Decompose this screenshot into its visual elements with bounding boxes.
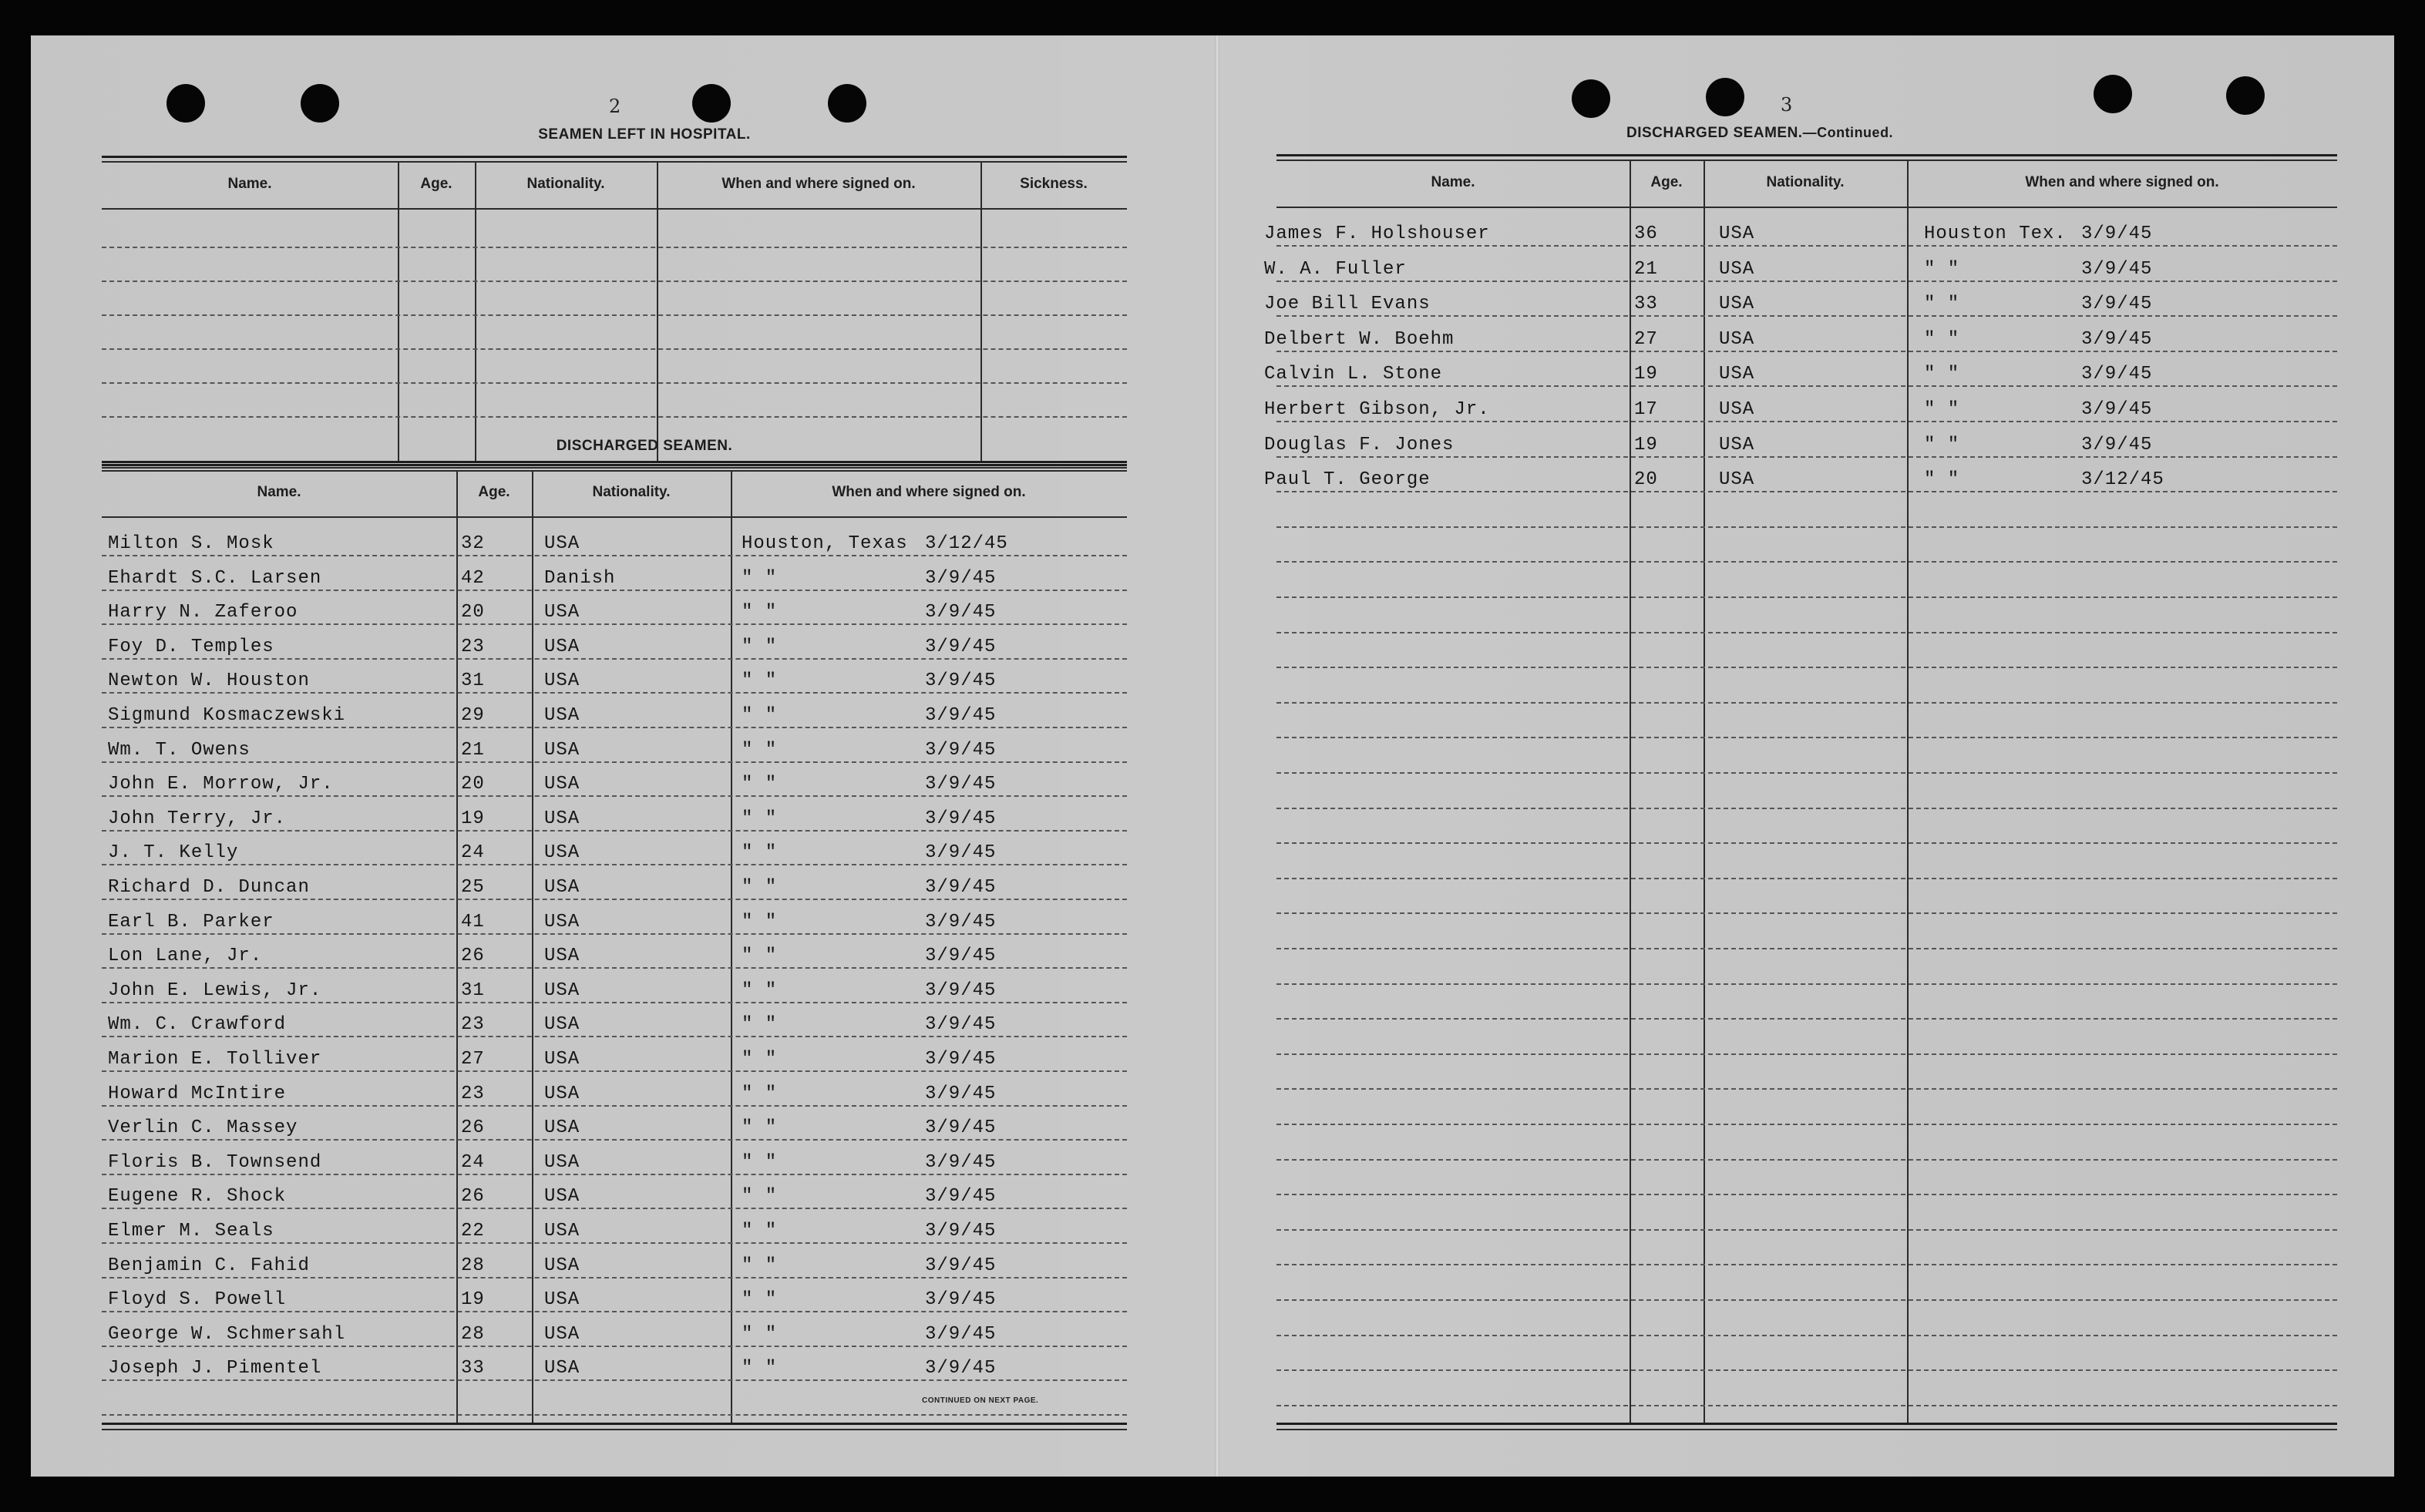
signed-on-place: " " xyxy=(1924,364,1960,385)
seaman-nationality: USA xyxy=(544,1117,580,1139)
seaman-nationality: USA xyxy=(544,533,580,554)
right-header-nationality: Nationality. xyxy=(1766,174,1845,190)
seaman-age: 33 xyxy=(461,1358,485,1379)
row-rule xyxy=(1276,1124,2337,1125)
seaman-name: Howard McIntire xyxy=(108,1083,287,1104)
seaman-nationality: USA xyxy=(544,1221,580,1242)
seaman-nationality: USA xyxy=(1719,328,1755,350)
signed-on-place: " " xyxy=(742,946,778,967)
hospital-header-sickness: Sickness. xyxy=(1020,176,1088,192)
seaman-name: James F. Holshouser xyxy=(1264,223,1490,244)
signed-on-place: " " xyxy=(742,1289,778,1311)
seaman-age: 24 xyxy=(461,842,485,864)
row-rule xyxy=(102,727,1127,728)
row-rule xyxy=(102,555,1127,556)
signed-on-place: " " xyxy=(742,1221,778,1242)
signed-on-place: " " xyxy=(742,1083,778,1104)
seaman-age: 19 xyxy=(461,808,485,829)
row-rule xyxy=(102,1414,1127,1416)
signed-on-place: " " xyxy=(742,567,778,589)
row-rule xyxy=(1276,948,2337,949)
seaman-name: Benjamin C. Fahid xyxy=(108,1255,310,1276)
row-rule xyxy=(102,623,1127,625)
seaman-name: Joe Bill Evans xyxy=(1264,294,1431,315)
signed-on-date: 3/9/45 xyxy=(2081,364,2153,385)
signed-on-date: 3/9/45 xyxy=(925,946,997,967)
seaman-name: Verlin C. Massey xyxy=(108,1117,298,1139)
signed-on-place: " " xyxy=(742,979,778,1001)
signed-on-date: 3/9/45 xyxy=(925,1255,997,1276)
seaman-nationality: USA xyxy=(544,842,580,864)
seaman-name: John E. Lewis, Jr. xyxy=(108,979,322,1001)
seaman-name: Sigmund Kosmaczewski xyxy=(108,705,346,726)
seaman-age: 36 xyxy=(1634,223,1658,244)
seaman-nationality: USA xyxy=(544,1186,580,1208)
signed-on-date: 3/9/45 xyxy=(925,774,997,795)
signed-on-date: 3/9/45 xyxy=(925,1151,997,1173)
signed-on-place: " " xyxy=(742,842,778,864)
row-rule xyxy=(1276,491,2337,492)
signed-on-place: " " xyxy=(742,1049,778,1070)
signed-on-date: 3/9/45 xyxy=(925,911,997,932)
row-rule xyxy=(102,967,1127,969)
row-rule xyxy=(1276,702,2337,704)
signed-on-place: Houston Tex. xyxy=(1924,223,2067,244)
row-rule xyxy=(1276,596,2337,598)
continued-note: CONTINUED ON NEXT PAGE. xyxy=(922,1396,1039,1405)
seaman-age: 21 xyxy=(1634,258,1658,280)
signed-on-place: Houston, Texas xyxy=(742,533,908,554)
row-rule xyxy=(102,590,1127,591)
seaman-name: Paul T. George xyxy=(1264,469,1431,491)
row-rule xyxy=(102,1105,1127,1107)
seaman-name: Floris B. Townsend xyxy=(108,1151,322,1173)
signed-on-place: " " xyxy=(1924,258,1960,280)
signed-on-date: 3/9/45 xyxy=(925,602,997,623)
row-rule xyxy=(102,933,1127,935)
row-rule xyxy=(102,1174,1127,1175)
signed-on-date: 3/9/45 xyxy=(925,567,997,589)
row-rule xyxy=(1276,1299,2337,1301)
seaman-nationality: USA xyxy=(544,739,580,761)
seaman-name: Joseph J. Pimentel xyxy=(108,1358,322,1379)
seaman-age: 26 xyxy=(461,946,485,967)
signed-on-place: " " xyxy=(742,636,778,657)
row-rule xyxy=(102,1036,1127,1037)
row-rule xyxy=(1276,456,2337,458)
title-continued: —Continued. xyxy=(1802,125,1894,140)
row-rule xyxy=(1276,1159,2337,1161)
seaman-name: Herbert Gibson, Jr. xyxy=(1264,399,1490,420)
seaman-nationality: USA xyxy=(544,1049,580,1070)
signed-on-place: " " xyxy=(1924,469,1960,491)
seaman-age: 26 xyxy=(461,1186,485,1208)
row-rule xyxy=(1276,315,2337,317)
row-rule xyxy=(102,1002,1127,1003)
seaman-age: 41 xyxy=(461,911,485,932)
seaman-name: Calvin L. Stone xyxy=(1264,364,1443,385)
punch-hole xyxy=(828,84,866,123)
seaman-name: J. T. Kelly xyxy=(108,842,239,864)
document-sheet xyxy=(31,35,2394,1477)
signed-on-place: " " xyxy=(742,705,778,726)
title-main: DISCHARGED SEAMEN. xyxy=(1626,125,1803,141)
seaman-nationality: USA xyxy=(544,774,580,795)
signed-on-date: 3/9/45 xyxy=(925,877,997,898)
punch-hole xyxy=(692,84,731,123)
seaman-nationality: USA xyxy=(544,602,580,623)
row-rule xyxy=(102,864,1127,865)
discharged-continued-title xyxy=(1626,125,1893,142)
seaman-nationality: USA xyxy=(544,1014,580,1036)
punch-hole xyxy=(1572,79,1610,118)
signed-on-place: " " xyxy=(742,1117,778,1139)
seaman-name: Wm. T. Owens xyxy=(108,739,251,761)
signed-on-date: 3/9/45 xyxy=(925,1049,997,1070)
signed-on-date: 3/9/45 xyxy=(925,1083,997,1104)
seaman-name: Foy D. Temples xyxy=(108,636,274,657)
row-rule xyxy=(1276,808,2337,809)
row-rule xyxy=(1276,1194,2337,1195)
signed-on-date: 3/9/45 xyxy=(925,1358,997,1379)
row-rule xyxy=(1276,912,2337,914)
signed-on-place: " " xyxy=(742,1358,778,1379)
seaman-name: Wm. C. Crawford xyxy=(108,1014,287,1036)
row-rule xyxy=(1276,1335,2337,1336)
seaman-nationality: USA xyxy=(1719,294,1755,315)
seaman-name: Lon Lane, Jr. xyxy=(108,946,263,967)
row-rule xyxy=(102,658,1127,660)
signed-on-place: " " xyxy=(742,911,778,932)
signed-on-date: 3/9/45 xyxy=(925,1289,997,1311)
row-rule xyxy=(1276,1053,2337,1055)
row-rule xyxy=(1276,245,2337,247)
row-rule xyxy=(1276,385,2337,387)
seaman-nationality: USA xyxy=(1719,223,1755,244)
signed-on-date: 3/9/45 xyxy=(925,670,997,692)
row-rule xyxy=(102,1139,1127,1141)
signed-on-date: 3/9/45 xyxy=(925,705,997,726)
seaman-name: Delbert W. Boehm xyxy=(1264,328,1455,350)
seaman-nationality: USA xyxy=(1719,434,1755,455)
row-rule xyxy=(1276,737,2337,738)
row-rule xyxy=(102,1242,1127,1244)
seaman-name: George W. Schmersahl xyxy=(108,1323,346,1345)
signed-on-place: " " xyxy=(742,739,778,761)
discharged-header-nationality: Nationality. xyxy=(592,484,671,500)
punch-hole xyxy=(166,84,205,123)
seaman-age: 23 xyxy=(461,636,485,657)
row-rule xyxy=(1276,772,2337,774)
seaman-nationality: USA xyxy=(544,1083,580,1104)
signed-on-place: " " xyxy=(742,1014,778,1036)
seaman-name: W. A. Fuller xyxy=(1264,258,1407,280)
seaman-name: John Terry, Jr. xyxy=(108,808,287,829)
row-rule xyxy=(102,795,1127,797)
seaman-nationality: USA xyxy=(544,1289,580,1311)
seaman-nationality: USA xyxy=(1719,364,1755,385)
seaman-name: Ehardt S.C. Larsen xyxy=(108,567,322,589)
row-rule xyxy=(102,830,1127,832)
punch-hole xyxy=(1706,78,1744,116)
signed-on-date: 3/9/45 xyxy=(925,979,997,1001)
seaman-name: Marion E. Tolliver xyxy=(108,1049,322,1070)
seaman-age: 32 xyxy=(461,533,485,554)
seaman-nationality: USA xyxy=(1719,258,1755,280)
signed-on-place: " " xyxy=(742,877,778,898)
signed-on-place: " " xyxy=(742,1255,778,1276)
row-rule xyxy=(1276,1229,2337,1231)
row-rule xyxy=(102,1379,1127,1381)
seaman-name: Newton W. Houston xyxy=(108,670,310,692)
signed-on-place: " " xyxy=(1924,434,1960,455)
row-rule xyxy=(102,1346,1127,1347)
row-rule xyxy=(1276,351,2337,352)
row-rule xyxy=(1276,667,2337,668)
seaman-name: Elmer M. Seals xyxy=(108,1221,274,1242)
seaman-age: 20 xyxy=(1634,469,1658,491)
row-rule xyxy=(102,1277,1127,1278)
right-header-age: Age. xyxy=(1650,174,1683,190)
row-rule xyxy=(1276,1018,2337,1020)
signed-on-place: " " xyxy=(1924,328,1960,350)
right-header-signed-on: When and where signed on. xyxy=(2025,174,2219,190)
seaman-age: 33 xyxy=(1634,294,1658,315)
row-rule xyxy=(1276,1405,2337,1406)
seaman-age: 23 xyxy=(461,1014,485,1036)
row-rule xyxy=(102,1311,1127,1312)
seaman-name: Richard D. Duncan xyxy=(108,877,310,898)
signed-on-date: 3/9/45 xyxy=(925,1186,997,1208)
signed-on-date: 3/9/45 xyxy=(925,739,997,761)
seaman-name: Milton S. Mosk xyxy=(108,533,274,554)
discharged-section-title: DISCHARGED SEAMEN. xyxy=(556,438,733,454)
row-rule xyxy=(102,1208,1127,1209)
seaman-age: 28 xyxy=(461,1255,485,1276)
row-rule xyxy=(1276,983,2337,985)
signed-on-date: 3/9/45 xyxy=(925,1221,997,1242)
signed-on-date: 3/9/45 xyxy=(2081,399,2153,420)
seaman-age: 22 xyxy=(461,1221,485,1242)
seaman-name: Earl B. Parker xyxy=(108,911,274,932)
seaman-age: 19 xyxy=(1634,434,1658,455)
discharged-header-age: Age. xyxy=(478,484,510,500)
row-rule xyxy=(102,899,1127,900)
hospital-section-title: SEAMEN LEFT IN HOSPITAL. xyxy=(538,126,751,143)
signed-on-place: " " xyxy=(742,1151,778,1173)
row-rule xyxy=(1276,878,2337,879)
seaman-nationality: USA xyxy=(544,877,580,898)
seaman-age: 31 xyxy=(461,670,485,692)
signed-on-date: 3/9/45 xyxy=(2081,328,2153,350)
signed-on-place: " " xyxy=(742,808,778,829)
seaman-nationality: USA xyxy=(544,1358,580,1379)
seaman-nationality: USA xyxy=(544,808,580,829)
seaman-age: 29 xyxy=(461,705,485,726)
seaman-name: Eugene R. Shock xyxy=(108,1186,287,1208)
seaman-age: 21 xyxy=(461,739,485,761)
signed-on-date: 3/12/45 xyxy=(925,533,1008,554)
seaman-nationality: USA xyxy=(544,946,580,967)
seaman-age: 27 xyxy=(1634,328,1658,350)
seaman-age: 25 xyxy=(461,877,485,898)
signed-on-date: 3/9/45 xyxy=(2081,223,2153,244)
punch-hole xyxy=(2226,76,2265,115)
row-rule xyxy=(1276,1369,2337,1371)
row-rule xyxy=(102,1070,1127,1072)
seaman-nationality: USA xyxy=(544,670,580,692)
row-rule xyxy=(1276,561,2337,563)
seaman-nationality: USA xyxy=(544,705,580,726)
signed-on-date: 3/9/45 xyxy=(2081,294,2153,315)
row-rule xyxy=(1276,1264,2337,1265)
signed-on-place: " " xyxy=(1924,399,1960,420)
signed-on-date: 3/12/45 xyxy=(2081,469,2164,491)
seaman-age: 20 xyxy=(461,602,485,623)
seaman-age: 28 xyxy=(461,1323,485,1345)
seaman-age: 27 xyxy=(461,1049,485,1070)
row-rule xyxy=(1276,632,2337,633)
punch-hole xyxy=(301,84,339,123)
hospital-header-nationality: Nationality. xyxy=(526,176,605,192)
seaman-age: 17 xyxy=(1634,399,1658,420)
row-rule xyxy=(102,761,1127,763)
seaman-name: Harry N. Zaferoo xyxy=(108,602,298,623)
signed-on-date: 3/9/45 xyxy=(925,1117,997,1139)
row-rule xyxy=(1276,842,2337,844)
signed-on-date: 3/9/45 xyxy=(925,842,997,864)
row-rule xyxy=(1276,526,2337,528)
signed-on-place: " " xyxy=(742,602,778,623)
seaman-nationality: USA xyxy=(544,1151,580,1173)
row-rule xyxy=(1276,281,2337,282)
page-number: 2 xyxy=(609,96,621,117)
seaman-nationality: USA xyxy=(544,1255,580,1276)
signed-on-date: 3/9/45 xyxy=(925,1323,997,1345)
signed-on-date: 3/9/45 xyxy=(925,1014,997,1036)
signed-on-date: 3/9/45 xyxy=(2081,258,2153,280)
seaman-age: 23 xyxy=(461,1083,485,1104)
seaman-age: 19 xyxy=(1634,364,1658,385)
signed-on-place: " " xyxy=(742,1186,778,1208)
seaman-age: 31 xyxy=(461,979,485,1001)
punch-hole xyxy=(2094,75,2132,113)
page-number: 3 xyxy=(1781,94,1793,116)
row-rule xyxy=(1276,421,2337,422)
signed-on-date: 3/9/45 xyxy=(2081,434,2153,455)
seaman-age: 26 xyxy=(461,1117,485,1139)
discharged-header-signed-on: When and where signed on. xyxy=(832,484,1026,500)
hospital-header-name: Name. xyxy=(227,176,272,192)
seaman-age: 19 xyxy=(461,1289,485,1311)
seaman-name: John E. Morrow, Jr. xyxy=(108,774,334,795)
seaman-nationality: USA xyxy=(544,636,580,657)
right-header-name: Name. xyxy=(1431,174,1475,190)
seaman-nationality: USA xyxy=(544,1323,580,1345)
seaman-nationality: USA xyxy=(544,911,580,932)
row-rule xyxy=(1276,1088,2337,1090)
seaman-name: Floyd S. Powell xyxy=(108,1289,287,1311)
page-fold xyxy=(1215,35,1219,1477)
seaman-nationality: USA xyxy=(1719,399,1755,420)
seaman-nationality: Danish xyxy=(544,567,616,589)
seaman-age: 24 xyxy=(461,1151,485,1173)
signed-on-date: 3/9/45 xyxy=(925,808,997,829)
seaman-name: Douglas F. Jones xyxy=(1264,434,1455,455)
hospital-header-age: Age. xyxy=(420,176,452,192)
signed-on-place: " " xyxy=(742,1323,778,1345)
hospital-header-signed-on: When and where signed on. xyxy=(721,176,916,192)
signed-on-date: 3/9/45 xyxy=(925,636,997,657)
signed-on-place: " " xyxy=(742,774,778,795)
seaman-nationality: USA xyxy=(1719,469,1755,491)
signed-on-place: " " xyxy=(1924,294,1960,315)
signed-on-place: " " xyxy=(742,670,778,692)
seaman-age: 20 xyxy=(461,774,485,795)
discharged-header-name: Name. xyxy=(257,484,301,500)
seaman-nationality: USA xyxy=(544,979,580,1001)
seaman-age: 42 xyxy=(461,567,485,589)
row-rule xyxy=(102,692,1127,694)
